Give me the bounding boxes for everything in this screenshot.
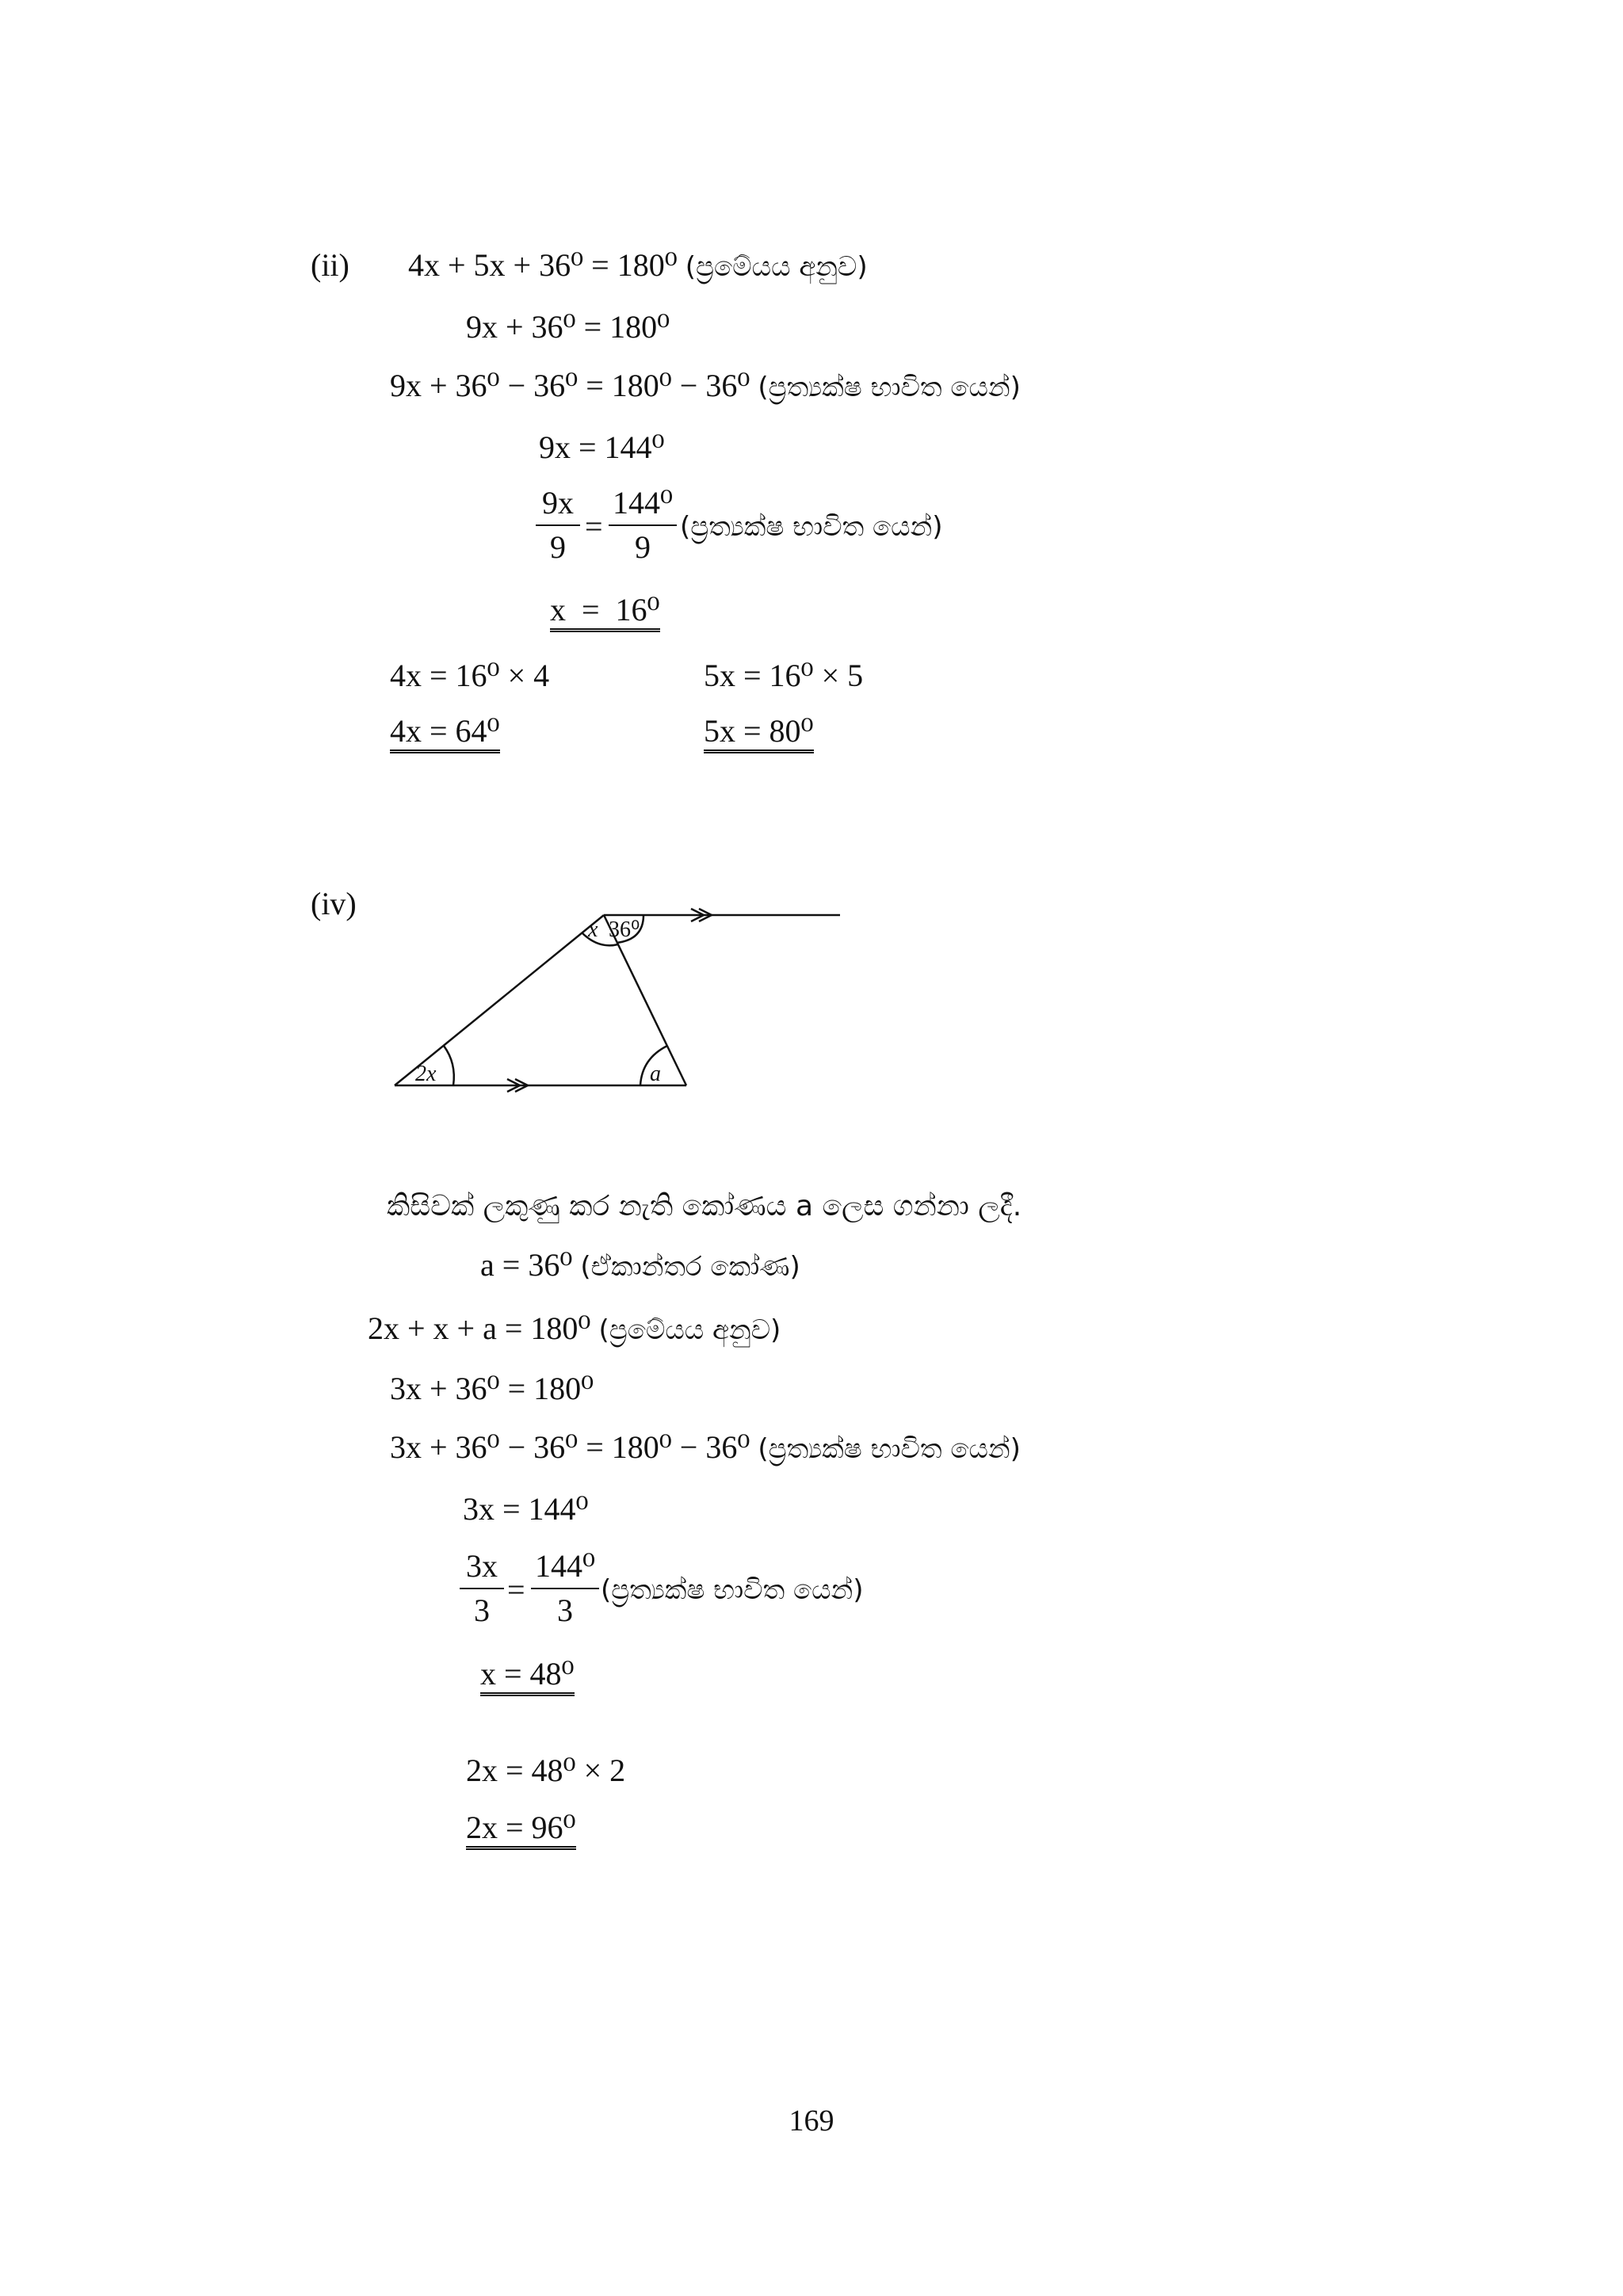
equation-note: (ප්‍රමේයය අනුව) [598,1314,781,1346]
equation-line [390,366,1021,407]
angle-label-x: x [588,917,598,942]
equation-line: 4x = 16⁰ × 4 [390,658,550,693]
result-line [390,711,500,753]
result-line [550,590,660,632]
angle-label-a: a [650,1062,661,1086]
fraction-bar [531,1588,599,1589]
equation-expr: 9x = 144⁰ [539,429,665,465]
fraction-lhs [460,1547,504,1630]
fraction-numerator: 9x [542,485,574,521]
result-4x: 4x = 64⁰ [390,713,500,753]
part-iv-label: (iv) [311,886,357,921]
equation-note: (ප්‍රමේයය අනුව) [685,251,868,283]
explanation-sentence: කිසිවක් ලකුණු කර නැති කෝණය a ලෙස ගන්නා ලදී. [387,1190,1022,1222]
equation-line [408,246,868,287]
angle-label-36: 36⁰ [609,917,640,942]
equation-line: 2x = 48⁰ × 2 [466,1753,626,1788]
fraction-bar [460,1588,504,1589]
result-5x: 5x = 80⁰ [704,713,814,753]
left-side-line [395,915,604,1085]
equation-note: (ප්‍රත්‍යක්ෂ භාවිත යෙන්) [758,372,1021,403]
equation-line [390,1369,594,1409]
angle-label-2x: 2x [415,1062,437,1086]
fraction-numerator: 144⁰ [612,485,674,521]
fraction-bar [536,524,580,526]
result-line [704,711,814,753]
equation-line [466,307,670,347]
equation-line [463,1489,589,1529]
fraction-rhs [609,483,677,567]
equation-line [368,1309,781,1350]
fraction-equals: = [585,509,603,544]
angle-arc-2x [444,1046,454,1085]
part-ii-label: (ii) [311,247,349,283]
geometry-diagram [380,887,856,1109]
fraction-denominator: 9 [635,529,651,565]
equation-expr: 9x + 36⁰ = 180⁰ [466,309,670,345]
equation-note: (ඒකාන්තර කෝණ) [580,1251,800,1283]
equation-note: (ප්‍රත්‍යක්ෂ භාවිත යෙන්) [601,1574,864,1606]
equation-expr: 3x = 144⁰ [463,1491,589,1527]
equation-note: (ප්‍රත්‍යක්ෂ භාවිත යෙන්) [680,511,943,543]
fraction-equals: = [507,1572,525,1608]
result-2x: 2x = 96⁰ [466,1810,576,1850]
equation-line [390,1428,1021,1469]
equation-note: (ප්‍රත්‍යක්ෂ භාවිත යෙන්) [758,1433,1021,1465]
fraction-denominator: 3 [557,1592,573,1628]
fraction-numerator: 3x [466,1548,498,1584]
equation-line [480,1245,800,1287]
result-x: x = 48⁰ [480,1656,575,1696]
equation-line [539,428,665,467]
fraction-denominator: 9 [550,529,566,565]
equation-expr: 3x + 36⁰ = 180⁰ [390,1371,594,1406]
result-line [480,1654,575,1696]
fraction-rhs [531,1547,599,1630]
fraction-bar [609,524,677,526]
equation-expr: 9x + 36⁰ − 36⁰ = 180⁰ − 36⁰ [390,368,750,403]
equation-expr: 3x + 36⁰ − 36⁰ = 180⁰ − 36⁰ [390,1429,750,1465]
result-line [466,1808,576,1850]
fraction-numerator: 144⁰ [534,1548,596,1584]
result-x: x = 16⁰ [550,592,660,632]
page-number: 169 [789,2104,834,2138]
fraction-lhs [536,483,580,567]
equation-expr: 4x + 5x + 36⁰ = 180⁰ [408,247,678,283]
equation-expr: 2x + x + a = 180⁰ [368,1310,591,1346]
equation-expr: a = 36⁰ [480,1247,573,1283]
fraction-denominator: 3 [474,1592,490,1628]
equation-line: 5x = 16⁰ × 5 [704,658,864,693]
